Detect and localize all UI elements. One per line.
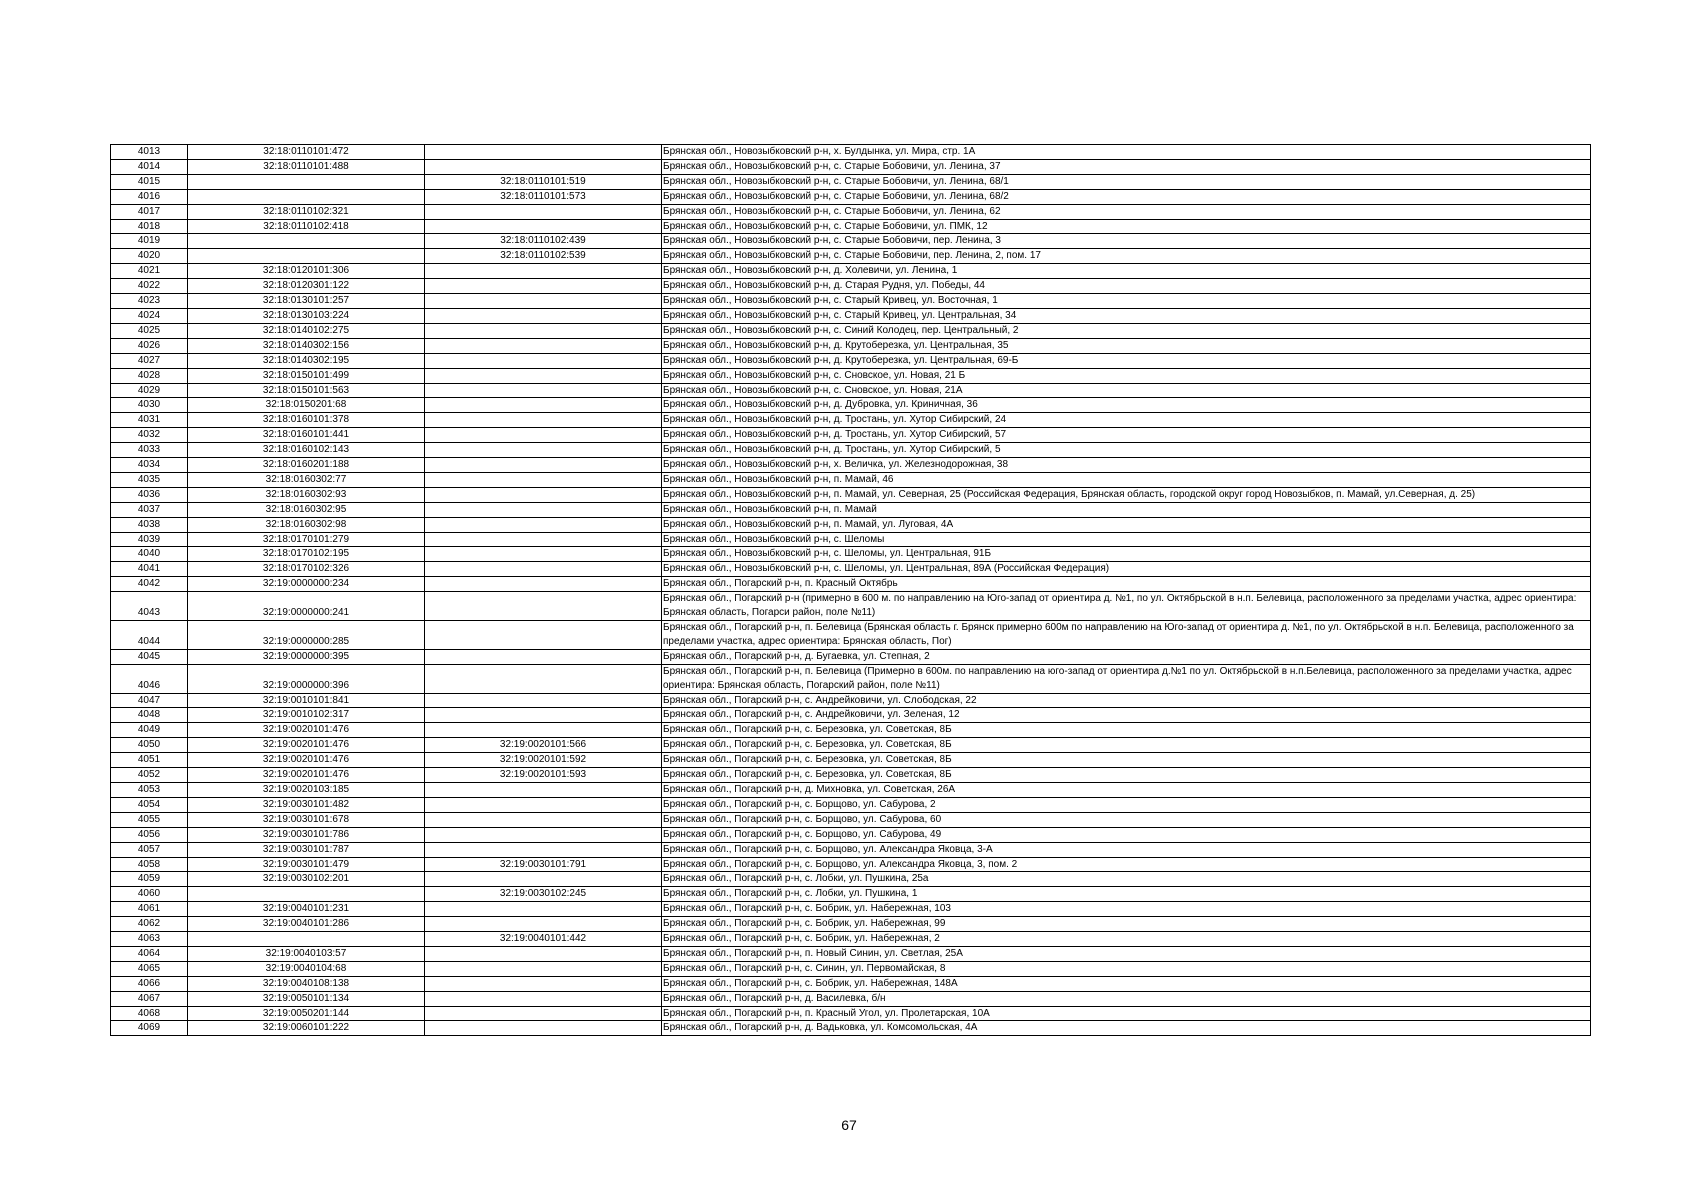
address-cell: Брянская обл., Новозыбковский р-н, с. Синий Колодец, пер. Центральный, 2 xyxy=(662,323,1591,338)
address-cell: Брянская обл., Новозыбковский р-н, с. Сновское, ул. Новая, 21 Б xyxy=(662,368,1591,383)
table-row xyxy=(111,577,1591,592)
address-cell: Брянская обл., Новозыбковский р-н, п. Мамай, ул. Северная, 25 (Российская Федерация, Брянская область, городской округ город Новозыбков, п. Мамай, ул.Северная, д. 25) xyxy=(662,487,1591,502)
address-cell: Брянская обл., Погарский р-н, с. Березовка, ул. Советская, 8Б xyxy=(662,738,1591,753)
address-cell: Брянская обл., Новозыбковский р-н, с. Шеломы, ул. Центральная, 89А (Российская Федерация) xyxy=(662,562,1591,577)
address-cell: Брянская обл., Новозыбковский р-н, с. Старые Бобовичи, ул. Ленина, 68/2 xyxy=(662,189,1591,204)
land-cadastral-number-cell: 32:19:0050201:144 xyxy=(188,1006,425,1021)
land-cadastral-number-cell: 32:19:0040103:57 xyxy=(188,946,425,961)
address-cell: Брянская обл., Погарский р-н, с. Березовка, ул. Советская, 8Б xyxy=(662,723,1591,738)
land-cadastral-number-cell: 32:18:0120101:306 xyxy=(188,264,425,279)
land-cadastral-number-cell: 32:19:0020101:476 xyxy=(188,723,425,738)
land-cadastral-number-cell: 32:18:0170101:279 xyxy=(188,532,425,547)
table-row xyxy=(111,649,1591,664)
row-number-cell: 4016 xyxy=(111,189,188,204)
table-row xyxy=(111,428,1591,443)
row-number-cell: 4017 xyxy=(111,204,188,219)
land-cadastral-number-cell: 32:18:0160302:98 xyxy=(188,517,425,532)
table-row xyxy=(111,708,1591,723)
row-number-cell: 4021 xyxy=(111,264,188,279)
address-cell: Брянская обл., Погарский р-н, д. Михновка, ул. Советская, 26А xyxy=(662,782,1591,797)
address-cell: Брянская обл., Погарский р-н, п. Новый Синин, ул. Светлая, 25А xyxy=(662,946,1591,961)
table-row xyxy=(111,917,1591,932)
address-cell: Брянская обл., Погарский р-н, п. Белевица (Брянская область г. Брянск примерно 600м по направлению на Юго-запад от ориентира д. №1, по ул. Октябрьской в н.п. Белевица, расположенного за пределами участка, адрес ориентира: Брянская область, Пог) xyxy=(662,621,1591,650)
object-cadastral-number-cell: 32:18:0110102:539 xyxy=(425,249,662,264)
land-cadastral-number-cell: 32:19:0040101:231 xyxy=(188,902,425,917)
address-cell: Брянская обл., Новозыбковский р-н, п. Мамай, ул. Луговая, 4А xyxy=(662,517,1591,532)
row-number-cell: 4018 xyxy=(111,219,188,234)
row-number-cell: 4060 xyxy=(111,887,188,902)
object-cadastral-number-cell xyxy=(425,383,662,398)
land-cadastral-number-cell xyxy=(188,174,425,189)
land-cadastral-number-cell: 32:19:0050101:134 xyxy=(188,991,425,1006)
object-cadastral-number-cell xyxy=(425,782,662,797)
object-cadastral-number-cell xyxy=(425,487,662,502)
land-cadastral-number-cell: 32:18:0160101:378 xyxy=(188,413,425,428)
table-row xyxy=(111,249,1591,264)
object-cadastral-number-cell xyxy=(425,842,662,857)
table-row xyxy=(111,782,1591,797)
table-row xyxy=(111,204,1591,219)
land-cadastral-number-cell: 32:18:0150201:68 xyxy=(188,398,425,413)
land-cadastral-number-cell: 32:18:0160102:143 xyxy=(188,443,425,458)
land-cadastral-number-cell: 32:19:0030102:201 xyxy=(188,872,425,887)
land-cadastral-number-cell: 32:18:0110102:321 xyxy=(188,204,425,219)
object-cadastral-number-cell: 32:19:0030102:245 xyxy=(425,887,662,902)
table-row xyxy=(111,857,1591,872)
object-cadastral-number-cell: 32:18:0110101:573 xyxy=(425,189,662,204)
table-row xyxy=(111,738,1591,753)
address-cell: Брянская обл., Погарский р-н, п. Белевица (Примерно в 600м. по направлению на юго-запад от ориентира д.№1 по ул. Октябрьской в н.п.Белевица, расположенного за пределами участка, адрес ориентира: Брянская область, Погарский район, поле №11) xyxy=(662,664,1591,693)
table-row xyxy=(111,159,1591,174)
table-row xyxy=(111,991,1591,1006)
object-cadastral-number-cell xyxy=(425,279,662,294)
row-number-cell: 4013 xyxy=(111,145,188,160)
table-row xyxy=(111,487,1591,502)
address-cell: Брянская обл., Новозыбковский р-н, с. Шеломы, ул. Центральная, 91Б xyxy=(662,547,1591,562)
row-number-cell: 4033 xyxy=(111,443,188,458)
object-cadastral-number-cell xyxy=(425,294,662,309)
address-cell: Брянская обл., Погарский р-н, с. Борщово, ул. Александра Яковца, 3, пом. 2 xyxy=(662,857,1591,872)
object-cadastral-number-cell: 32:19:0030101:791 xyxy=(425,857,662,872)
land-cadastral-number-cell: 32:18:0140102:275 xyxy=(188,323,425,338)
row-number-cell: 4058 xyxy=(111,857,188,872)
row-number-cell: 4031 xyxy=(111,413,188,428)
table-row xyxy=(111,1006,1591,1021)
land-cadastral-number-cell: 32:19:0030101:786 xyxy=(188,827,425,842)
land-cadastral-number-cell: 32:18:0170102:195 xyxy=(188,547,425,562)
table-row xyxy=(111,517,1591,532)
object-cadastral-number-cell xyxy=(425,812,662,827)
address-cell: Брянская обл., Новозыбковский р-н, д. Крутоберезка, ул. Центральная, 35 xyxy=(662,338,1591,353)
row-number-cell: 4057 xyxy=(111,842,188,857)
address-cell: Брянская обл., Новозыбковский р-н, с. Старые Бобовичи, ул. Ленина, 37 xyxy=(662,159,1591,174)
table-row xyxy=(111,664,1591,693)
address-cell: Брянская обл., Погарский р-н, с. Березовка, ул. Советская, 8Б xyxy=(662,768,1591,783)
object-cadastral-number-cell xyxy=(425,562,662,577)
table-row xyxy=(111,368,1591,383)
object-cadastral-number-cell xyxy=(425,517,662,532)
row-number-cell: 4047 xyxy=(111,693,188,708)
object-cadastral-number-cell xyxy=(425,991,662,1006)
object-cadastral-number-cell xyxy=(425,961,662,976)
land-cadastral-number-cell: 32:18:0110101:472 xyxy=(188,145,425,160)
table-row xyxy=(111,562,1591,577)
object-cadastral-number-cell xyxy=(425,264,662,279)
address-cell: Брянская обл., Новозыбковский р-н, с. Шеломы xyxy=(662,532,1591,547)
table-row xyxy=(111,472,1591,487)
row-number-cell: 4035 xyxy=(111,472,188,487)
table-row xyxy=(111,279,1591,294)
land-cadastral-number-cell: 32:19:0000000:395 xyxy=(188,649,425,664)
row-number-cell: 4049 xyxy=(111,723,188,738)
table-row xyxy=(111,621,1591,650)
object-cadastral-number-cell xyxy=(425,1021,662,1036)
land-cadastral-number-cell: 32:18:0140302:156 xyxy=(188,338,425,353)
row-number-cell: 4062 xyxy=(111,917,188,932)
row-number-cell: 4040 xyxy=(111,547,188,562)
row-number-cell: 4019 xyxy=(111,234,188,249)
address-cell: Брянская обл., Новозыбковский р-н, с. Старые Бобовичи, ул. Ленина, 68/1 xyxy=(662,174,1591,189)
table-row xyxy=(111,932,1591,947)
table-row xyxy=(111,693,1591,708)
object-cadastral-number-cell xyxy=(425,353,662,368)
address-cell: Брянская обл., Погарский р-н, с. Борщово, ул. Сабурова, 49 xyxy=(662,827,1591,842)
table-row xyxy=(111,189,1591,204)
registry-table xyxy=(110,144,1591,1036)
address-cell: Брянская обл., Новозыбковский р-н, д. Крутоберезка, ул. Центральная, 69-Б xyxy=(662,353,1591,368)
object-cadastral-number-cell xyxy=(425,443,662,458)
land-cadastral-number-cell: 32:19:0000000:234 xyxy=(188,577,425,592)
object-cadastral-number-cell xyxy=(425,323,662,338)
table-row xyxy=(111,443,1591,458)
page-number: 67 xyxy=(841,1117,857,1133)
object-cadastral-number-cell xyxy=(425,592,662,621)
table-row xyxy=(111,338,1591,353)
address-cell: Брянская обл., Новозыбковский р-н, п. Мамай, 46 xyxy=(662,472,1591,487)
address-cell: Брянская обл., Погарский р-н, с. Бобрик, ул. Набережная, 148А xyxy=(662,976,1591,991)
address-cell: Брянская обл., Новозыбковский р-н, х. Величка, ул. Железнодорожная, 38 xyxy=(662,458,1591,473)
address-cell: Брянская обл., Новозыбковский р-н, с. Старый Кривец, ул. Центральная, 34 xyxy=(662,308,1591,323)
address-cell: Брянская обл., Погарский р-н, д. Вадьковка, ул. Комсомольская, 4А xyxy=(662,1021,1591,1036)
land-cadastral-number-cell: 32:19:0000000:396 xyxy=(188,664,425,693)
address-cell: Брянская обл., Погарский р-н, с. Лобки, ул. Пушкина, 25а xyxy=(662,872,1591,887)
object-cadastral-number-cell xyxy=(425,1006,662,1021)
row-number-cell: 4025 xyxy=(111,323,188,338)
object-cadastral-number-cell xyxy=(425,145,662,160)
land-cadastral-number-cell: 32:18:0130101:257 xyxy=(188,294,425,309)
object-cadastral-number-cell xyxy=(425,368,662,383)
address-cell: Брянская обл., Погарский р-н, с. Борщово, ул. Сабурова, 60 xyxy=(662,812,1591,827)
table-row xyxy=(111,145,1591,160)
table-row xyxy=(111,753,1591,768)
object-cadastral-number-cell xyxy=(425,413,662,428)
row-number-cell: 4068 xyxy=(111,1006,188,1021)
table-row xyxy=(111,174,1591,189)
table-row xyxy=(111,219,1591,234)
table-row xyxy=(111,398,1591,413)
object-cadastral-number-cell xyxy=(425,159,662,174)
address-cell: Брянская обл., Погарский р-н, с. Андрейковичи, ул. Зеленая, 12 xyxy=(662,708,1591,723)
registry-table-body xyxy=(111,145,1591,1036)
object-cadastral-number-cell xyxy=(425,872,662,887)
land-cadastral-number-cell: 32:19:0020101:476 xyxy=(188,768,425,783)
row-number-cell: 4038 xyxy=(111,517,188,532)
address-cell: Брянская обл., Новозыбковский р-н, п. Мамай xyxy=(662,502,1591,517)
land-cadastral-number-cell: 32:19:0030101:787 xyxy=(188,842,425,857)
object-cadastral-number-cell xyxy=(425,547,662,562)
row-number-cell: 4014 xyxy=(111,159,188,174)
table-row xyxy=(111,902,1591,917)
address-cell: Брянская обл., Погарский р-н, с. Лобки, ул. Пушкина, 1 xyxy=(662,887,1591,902)
land-cadastral-number-cell xyxy=(188,189,425,204)
table-row xyxy=(111,547,1591,562)
table-row xyxy=(111,842,1591,857)
land-cadastral-number-cell: 32:18:0170102:326 xyxy=(188,562,425,577)
land-cadastral-number-cell: 32:19:0060101:222 xyxy=(188,1021,425,1036)
land-cadastral-number-cell: 32:18:0130103:224 xyxy=(188,308,425,323)
land-cadastral-number-cell: 32:18:0120301:122 xyxy=(188,279,425,294)
address-cell: Брянская обл., Новозыбковский р-н, д. Тростань, ул. Хутор Сибирский, 57 xyxy=(662,428,1591,443)
address-cell: Брянская обл., Погарский р-н, с. Борщово, ул. Сабурова, 2 xyxy=(662,797,1591,812)
land-cadastral-number-cell: 32:18:0160101:441 xyxy=(188,428,425,443)
address-cell: Брянская обл., Новозыбковский р-н, д. Тростань, ул. Хутор Сибирский, 5 xyxy=(662,443,1591,458)
land-cadastral-number-cell xyxy=(188,234,425,249)
row-number-cell: 4063 xyxy=(111,932,188,947)
object-cadastral-number-cell xyxy=(425,621,662,650)
address-cell: Брянская обл., Погарский р-н, д. Бугаевка, ул. Степная, 2 xyxy=(662,649,1591,664)
object-cadastral-number-cell xyxy=(425,917,662,932)
land-cadastral-number-cell: 32:19:0020101:476 xyxy=(188,738,425,753)
object-cadastral-number-cell xyxy=(425,398,662,413)
table-row xyxy=(111,264,1591,279)
row-number-cell: 4066 xyxy=(111,976,188,991)
land-cadastral-number-cell: 32:19:0020103:185 xyxy=(188,782,425,797)
table-row xyxy=(111,234,1591,249)
object-cadastral-number-cell xyxy=(425,723,662,738)
table-row xyxy=(111,872,1591,887)
land-cadastral-number-cell: 32:18:0160302:95 xyxy=(188,502,425,517)
object-cadastral-number-cell xyxy=(425,577,662,592)
row-number-cell: 4046 xyxy=(111,664,188,693)
row-number-cell: 4026 xyxy=(111,338,188,353)
address-cell: Брянская обл., Новозыбковский р-н, с. Старые Бобовичи, ул. Ленина, 62 xyxy=(662,204,1591,219)
table-row xyxy=(111,768,1591,783)
address-cell: Брянская обл., Новозыбковский р-н, с. Сновское, ул. Новая, 21А xyxy=(662,383,1591,398)
row-number-cell: 4056 xyxy=(111,827,188,842)
row-number-cell: 4032 xyxy=(111,428,188,443)
land-cadastral-number-cell: 32:19:0020101:476 xyxy=(188,753,425,768)
land-cadastral-number-cell: 32:19:0040108:138 xyxy=(188,976,425,991)
table-row xyxy=(111,458,1591,473)
land-cadastral-number-cell: 32:19:0030101:482 xyxy=(188,797,425,812)
object-cadastral-number-cell xyxy=(425,308,662,323)
object-cadastral-number-cell xyxy=(425,458,662,473)
object-cadastral-number-cell: 32:18:0110102:439 xyxy=(425,234,662,249)
object-cadastral-number-cell: 32:18:0110101:519 xyxy=(425,174,662,189)
row-number-cell: 4034 xyxy=(111,458,188,473)
table-row xyxy=(111,961,1591,976)
table-row xyxy=(111,797,1591,812)
address-cell: Брянская обл., Погарский р-н, п. Красный Угол, ул. Пролетарская, 10А xyxy=(662,1006,1591,1021)
land-cadastral-number-cell: 32:18:0110101:488 xyxy=(188,159,425,174)
address-cell: Брянская обл., Погарский р-н (примерно в 600 м. по направлению на Юго-запад от ориентира д. №1, по ул. Октябрьской в н.п. Белевица, расположенного за пределами участка, адрес ориентира: Брянская область, Погарси район, поле №11) xyxy=(662,592,1591,621)
object-cadastral-number-cell xyxy=(425,428,662,443)
row-number-cell: 4043 xyxy=(111,592,188,621)
row-number-cell: 4036 xyxy=(111,487,188,502)
address-cell: Брянская обл., Новозыбковский р-н, д. Холевичи, ул. Ленина, 1 xyxy=(662,264,1591,279)
object-cadastral-number-cell xyxy=(425,664,662,693)
row-number-cell: 4052 xyxy=(111,768,188,783)
object-cadastral-number-cell xyxy=(425,902,662,917)
table-row xyxy=(111,812,1591,827)
land-cadastral-number-cell xyxy=(188,932,425,947)
land-cadastral-number-cell: 32:19:0010102:317 xyxy=(188,708,425,723)
address-cell: Брянская обл., Новозыбковский р-н, д. Дубровка, ул. Криничная, 36 xyxy=(662,398,1591,413)
address-cell: Брянская обл., Новозыбковский р-н, с. Старые Бобовичи, пер. Ленина, 3 xyxy=(662,234,1591,249)
land-cadastral-number-cell: 32:18:0160302:77 xyxy=(188,472,425,487)
table-row xyxy=(111,592,1591,621)
row-number-cell: 4029 xyxy=(111,383,188,398)
object-cadastral-number-cell: 32:19:0020101:592 xyxy=(425,753,662,768)
address-cell: Брянская обл., Погарский р-н, с. Бобрик, ул. Набережная, 99 xyxy=(662,917,1591,932)
object-cadastral-number-cell xyxy=(425,472,662,487)
row-number-cell: 4037 xyxy=(111,502,188,517)
land-cadastral-number-cell: 32:19:0000000:285 xyxy=(188,621,425,650)
object-cadastral-number-cell xyxy=(425,976,662,991)
address-cell: Брянская обл., Погарский р-н, с. Бобрик, ул. Набережная, 103 xyxy=(662,902,1591,917)
address-cell: Брянская обл., Погарский р-н, с. Бобрик, ул. Набережная, 2 xyxy=(662,932,1591,947)
object-cadastral-number-cell xyxy=(425,827,662,842)
object-cadastral-number-cell xyxy=(425,204,662,219)
object-cadastral-number-cell xyxy=(425,946,662,961)
land-cadastral-number-cell: 32:18:0150101:499 xyxy=(188,368,425,383)
address-cell: Брянская обл., Погарский р-н, с. Синин, ул. Первомайская, 8 xyxy=(662,961,1591,976)
object-cadastral-number-cell xyxy=(425,693,662,708)
table-row xyxy=(111,383,1591,398)
table-row xyxy=(111,532,1591,547)
table-row xyxy=(111,413,1591,428)
table-row xyxy=(111,827,1591,842)
object-cadastral-number-cell xyxy=(425,502,662,517)
row-number-cell: 4059 xyxy=(111,872,188,887)
table-row xyxy=(111,946,1591,961)
address-cell: Брянская обл., Новозыбковский р-н, с. Старые Бобовичи, ул. ПМК, 12 xyxy=(662,219,1591,234)
object-cadastral-number-cell xyxy=(425,532,662,547)
row-number-cell: 4051 xyxy=(111,753,188,768)
land-cadastral-number-cell: 32:19:0010101:841 xyxy=(188,693,425,708)
land-cadastral-number-cell: 32:18:0140302:195 xyxy=(188,353,425,368)
row-number-cell: 4044 xyxy=(111,621,188,650)
row-number-cell: 4061 xyxy=(111,902,188,917)
address-cell: Брянская обл., Новозыбковский р-н, с. Старые Бобовичи, пер. Ленина, 2, пом. 17 xyxy=(662,249,1591,264)
table-row xyxy=(111,887,1591,902)
row-number-cell: 4020 xyxy=(111,249,188,264)
land-cadastral-number-cell: 32:19:0030101:678 xyxy=(188,812,425,827)
row-number-cell: 4065 xyxy=(111,961,188,976)
land-cadastral-number-cell xyxy=(188,887,425,902)
land-cadastral-number-cell: 32:19:0040104:68 xyxy=(188,961,425,976)
object-cadastral-number-cell xyxy=(425,649,662,664)
object-cadastral-number-cell xyxy=(425,219,662,234)
address-cell: Брянская обл., Новозыбковский р-н, д. Старая Рудня, ул. Победы, 44 xyxy=(662,279,1591,294)
object-cadastral-number-cell xyxy=(425,708,662,723)
row-number-cell: 4027 xyxy=(111,353,188,368)
row-number-cell: 4028 xyxy=(111,368,188,383)
object-cadastral-number-cell: 32:19:0020101:566 xyxy=(425,738,662,753)
object-cadastral-number-cell: 32:19:0020101:593 xyxy=(425,768,662,783)
table-row xyxy=(111,1021,1591,1036)
table-row xyxy=(111,323,1591,338)
address-cell: Брянская обл., Погарский р-н, п. Красный Октябрь xyxy=(662,577,1591,592)
row-number-cell: 4050 xyxy=(111,738,188,753)
row-number-cell: 4041 xyxy=(111,562,188,577)
land-cadastral-number-cell: 32:19:0030101:479 xyxy=(188,857,425,872)
address-cell: Брянская обл., Новозыбковский р-н, х. Булдынка, ул. Мира, стр. 1А xyxy=(662,145,1591,160)
land-cadastral-number-cell: 32:18:0150101:563 xyxy=(188,383,425,398)
table-row xyxy=(111,294,1591,309)
land-cadastral-number-cell: 32:18:0160302:93 xyxy=(188,487,425,502)
address-cell: Брянская обл., Новозыбковский р-н, д. Тростань, ул. Хутор Сибирский, 24 xyxy=(662,413,1591,428)
land-cadastral-number-cell: 32:18:0110102:418 xyxy=(188,219,425,234)
row-number-cell: 4024 xyxy=(111,308,188,323)
row-number-cell: 4022 xyxy=(111,279,188,294)
address-cell: Брянская обл., Погарский р-н, д. Василевка, б/н xyxy=(662,991,1591,1006)
row-number-cell: 4042 xyxy=(111,577,188,592)
row-number-cell: 4045 xyxy=(111,649,188,664)
row-number-cell: 4064 xyxy=(111,946,188,961)
row-number-cell: 4055 xyxy=(111,812,188,827)
row-number-cell: 4054 xyxy=(111,797,188,812)
table-row xyxy=(111,976,1591,991)
row-number-cell: 4023 xyxy=(111,294,188,309)
object-cadastral-number-cell xyxy=(425,797,662,812)
address-cell: Брянская обл., Погарский р-н, с. Борщово, ул. Александра Яковца, 3-А xyxy=(662,842,1591,857)
row-number-cell: 4069 xyxy=(111,1021,188,1036)
table-row xyxy=(111,723,1591,738)
row-number-cell: 4067 xyxy=(111,991,188,1006)
object-cadastral-number-cell xyxy=(425,338,662,353)
row-number-cell: 4048 xyxy=(111,708,188,723)
land-cadastral-number-cell: 32:19:0040101:286 xyxy=(188,917,425,932)
object-cadastral-number-cell: 32:19:0040101:442 xyxy=(425,932,662,947)
row-number-cell: 4039 xyxy=(111,532,188,547)
address-cell: Брянская обл., Погарский р-н, с. Андрейковичи, ул. Слободская, 22 xyxy=(662,693,1591,708)
row-number-cell: 4015 xyxy=(111,174,188,189)
address-cell: Брянская обл., Новозыбковский р-н, с. Старый Кривец, ул. Восточная, 1 xyxy=(662,294,1591,309)
table-row xyxy=(111,308,1591,323)
address-cell: Брянская обл., Погарский р-н, с. Березовка, ул. Советская, 8Б xyxy=(662,753,1591,768)
land-cadastral-number-cell: 32:19:0000000:241 xyxy=(188,592,425,621)
row-number-cell: 4030 xyxy=(111,398,188,413)
land-cadastral-number-cell: 32:18:0160201:188 xyxy=(188,458,425,473)
table-row xyxy=(111,353,1591,368)
row-number-cell: 4053 xyxy=(111,782,188,797)
table-row xyxy=(111,502,1591,517)
land-cadastral-number-cell xyxy=(188,249,425,264)
